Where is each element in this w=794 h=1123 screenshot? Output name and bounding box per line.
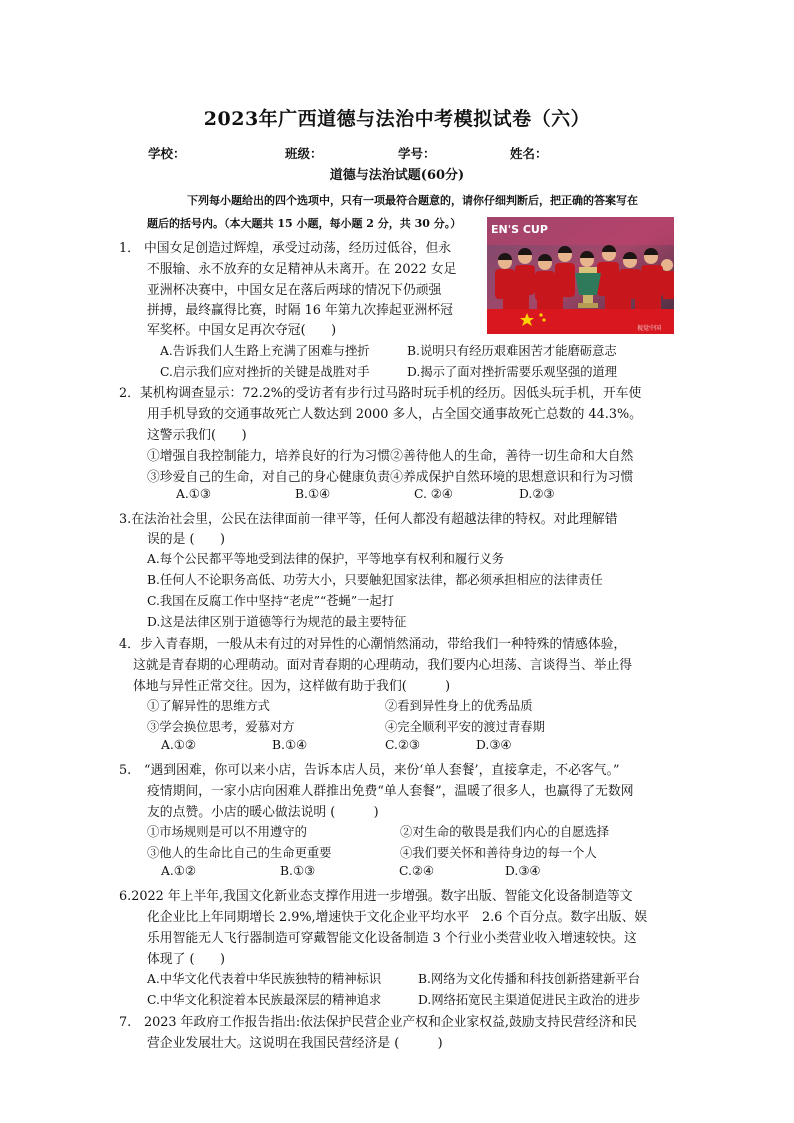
instruction-line-2: 题后的括号内。（本大题共 15 小题，每小题 2 分，共 30 分。） (147, 217, 462, 230)
question-7-line-1: 7. 2023 年政府工作报告指出:依法保护民营企业产权和企业家权益,鼓励支持民营经济和民 (119, 1015, 637, 1030)
question-6-line-1: 6.2022 年上半年,我国文化新业态支撑作用进一步增强。数字出版、智能文化设备制造等文 (119, 889, 633, 904)
question-3-option-d: D.这是法律区别于道德等行为规范的最主要特征 (147, 615, 407, 629)
question-1-line-5: 军奖杯。中国女足再次夺冠( ) (147, 323, 337, 338)
question-2-line-2: 用手机导致的交通事故死亡人数达到 2000 多人，占全国交通事故死亡总数的 44.3%。 (147, 407, 642, 422)
photo-caption: 视觉中国 (637, 325, 662, 332)
question-1-option-b: B.说明只有经历艰难困苦才能磨砺意志 (407, 344, 617, 358)
instruction-line-1: 下列每小题给出的四个选项中，只有一项最符合题意的，请你仔细判断后，把正确的答案写在 (187, 194, 638, 207)
question-6-line-3: 乐用智能无人飞行器制造可穿戴智能文化设备制造 3 个行业小类营业收入增速较快。这 (147, 931, 637, 946)
question-2-statements-line-2: ③珍爱自己的生命，对自己的身心健康负责④养成保护自然环境的思想意识和行为习惯 (147, 470, 634, 485)
question-2-option-d: D.②③ (519, 487, 555, 501)
question-5-option-d: D.③④ (505, 864, 541, 878)
question-4-option-d: D.③④ (476, 738, 512, 752)
team-photo-illustration (487, 217, 674, 334)
question-4-option-a: A.①② (161, 738, 196, 752)
question-2-option-b: B.①④ (295, 487, 330, 501)
question-4-statement-3: ③学会换位思考，爱慕对方 (147, 720, 295, 734)
question-4-statement-2: ②看到异性身上的优秀品质 (385, 699, 533, 713)
question-3-line-2: 误的是 ( ) (147, 532, 226, 547)
question-1-option-a: A.告诉我们人生路上充满了困难与挫折 (160, 344, 370, 358)
exam-title: 2023年广西道德与法治中考模拟试卷（六） (203, 108, 591, 130)
question-5-option-c: C.②④ (399, 864, 434, 878)
section-subtitle: 道德与法治试题(60分) (329, 168, 465, 183)
photo-banner-text: EN'S CUP (491, 223, 548, 236)
question-4-line-1: 4．步入青春期，一般从未有过的对异性的心潮悄然涌动，带给我们一种特殊的情感体验， (119, 637, 627, 652)
school-field-label: 学校： (148, 146, 186, 161)
question-4-line-3: 体地与异性正常交往。因为，这样做有助于我们( ) (133, 679, 451, 694)
question-2-option-c: C. ②④ (414, 487, 453, 501)
question-2-line-3: 这警示我们( ) (147, 428, 247, 443)
question-3-option-c: C.我国在反腐工作中坚持“老虎”“苍蝇”一起打 (147, 594, 395, 608)
question-6-option-c: C.中华文化积淀着本民族最深层的精神追求 (147, 993, 382, 1007)
name-field-label: 姓名： (510, 146, 548, 161)
question-5-option-a: A.①② (161, 864, 196, 878)
question-4-option-c: C.②③ (385, 738, 420, 752)
question-5-line-1: 5. “遇到困难，你可以来小店，告诉本店人员，来份‘单人套餐’，直接拿走，不必客气。” (119, 763, 620, 778)
question-1-line-4: 拼搏，最终赢得比赛，时隔 16 年第九次捧起亚洲杯冠 (147, 303, 453, 318)
question-2-statements-line-1: ①增强自我控制能力，培养良好的行为习惯②善待他人的生命，善待一切生命和大自然 (147, 449, 634, 464)
team-celebration-photo (487, 217, 674, 334)
question-4-statement-4: ④完全顺利平安的渡过青春期 (385, 720, 545, 734)
question-6-option-a: A.中华文化代表着中华民族独特的精神标识 (147, 972, 382, 986)
question-7-line-2: 营企业发展壮大。这说明在我国民营经济是 ( ) (147, 1036, 443, 1051)
question-5-statement-1: ①市场规则是可以不用遵守的 (147, 825, 307, 839)
question-3-option-b: B.任何人不论职务高低、功劳大小，只要触犯国家法律，都必须承担相应的法律责任 (147, 573, 603, 587)
question-5-statement-3: ③他人的生命比自己的生命更重要 (147, 846, 332, 860)
question-2-line-1: 2．某机构调查显示：72.2%的受访者有步行过马路时玩手机的经历。因低头玩手机，开车使 (119, 386, 642, 401)
question-3-line-1: 3.在法治社会里，公民在法律面前一律平等，任何人都没有超越法律的特权。对此理解错 (119, 512, 618, 527)
question-6-line-2: 化企业比上年同期增长 2.9%,增速快于文化企业平均水平 2.6 个百分点。数字出版、娱 (147, 910, 648, 925)
student-number-field-label: 学号： (398, 146, 436, 161)
question-5-statement-2: ②对生命的敬畏是我们内心的自愿选择 (400, 825, 610, 839)
question-3-option-a: A.每个公民都平等地受到法律的保护，平等地享有权利和履行义务 (147, 552, 505, 566)
question-6-line-4: 体现了 ( ) (147, 952, 226, 967)
question-1-line-3: 亚洲杯决赛中，中国女足在落后两球的情况下仍顽强 (147, 283, 442, 298)
question-1-line-1: 1． 中国女足创造过辉煌，承受过动荡，经历过低谷，但永 (119, 241, 452, 256)
question-6-option-b: B.网络为文化传播和科技创新搭建新平台 (418, 972, 640, 986)
question-5-statement-4: ④我们要关怀和善待身边的每一个人 (400, 846, 597, 860)
question-4-option-b: B.①④ (272, 738, 307, 752)
question-1-line-2: 不服输、永不放弃的女足精神从未离开。在 2022 女足 (147, 262, 457, 277)
question-5-option-b: B.①③ (280, 864, 315, 878)
question-4-statement-1: ①了解异性的思维方式 (147, 699, 270, 713)
question-5-line-2: 疫情期间，一家小店向困难人群推出免费“单人套餐”，温暖了很多人，也赢得了无数网 (147, 784, 634, 799)
question-5-line-3: 友的点赞。小店的暖心做法说明 ( ) (147, 805, 379, 820)
question-1-option-d: D.揭示了面对挫折需要乐观坚强的道理 (407, 365, 618, 379)
question-2-option-a: A.①③ (176, 487, 211, 501)
question-1-option-c: C.启示我们应对挫折的关键是战胜对手 (160, 365, 370, 379)
question-4-line-2: 这就是青春期的心理萌动。面对青春期的心理萌动，我们要内心坦荡、言谈得当、举止得 (133, 658, 633, 673)
class-field-label: 班级： (285, 146, 323, 161)
question-6-option-d: D.网络拓宽民主渠道促进民主政治的进步 (418, 993, 641, 1007)
